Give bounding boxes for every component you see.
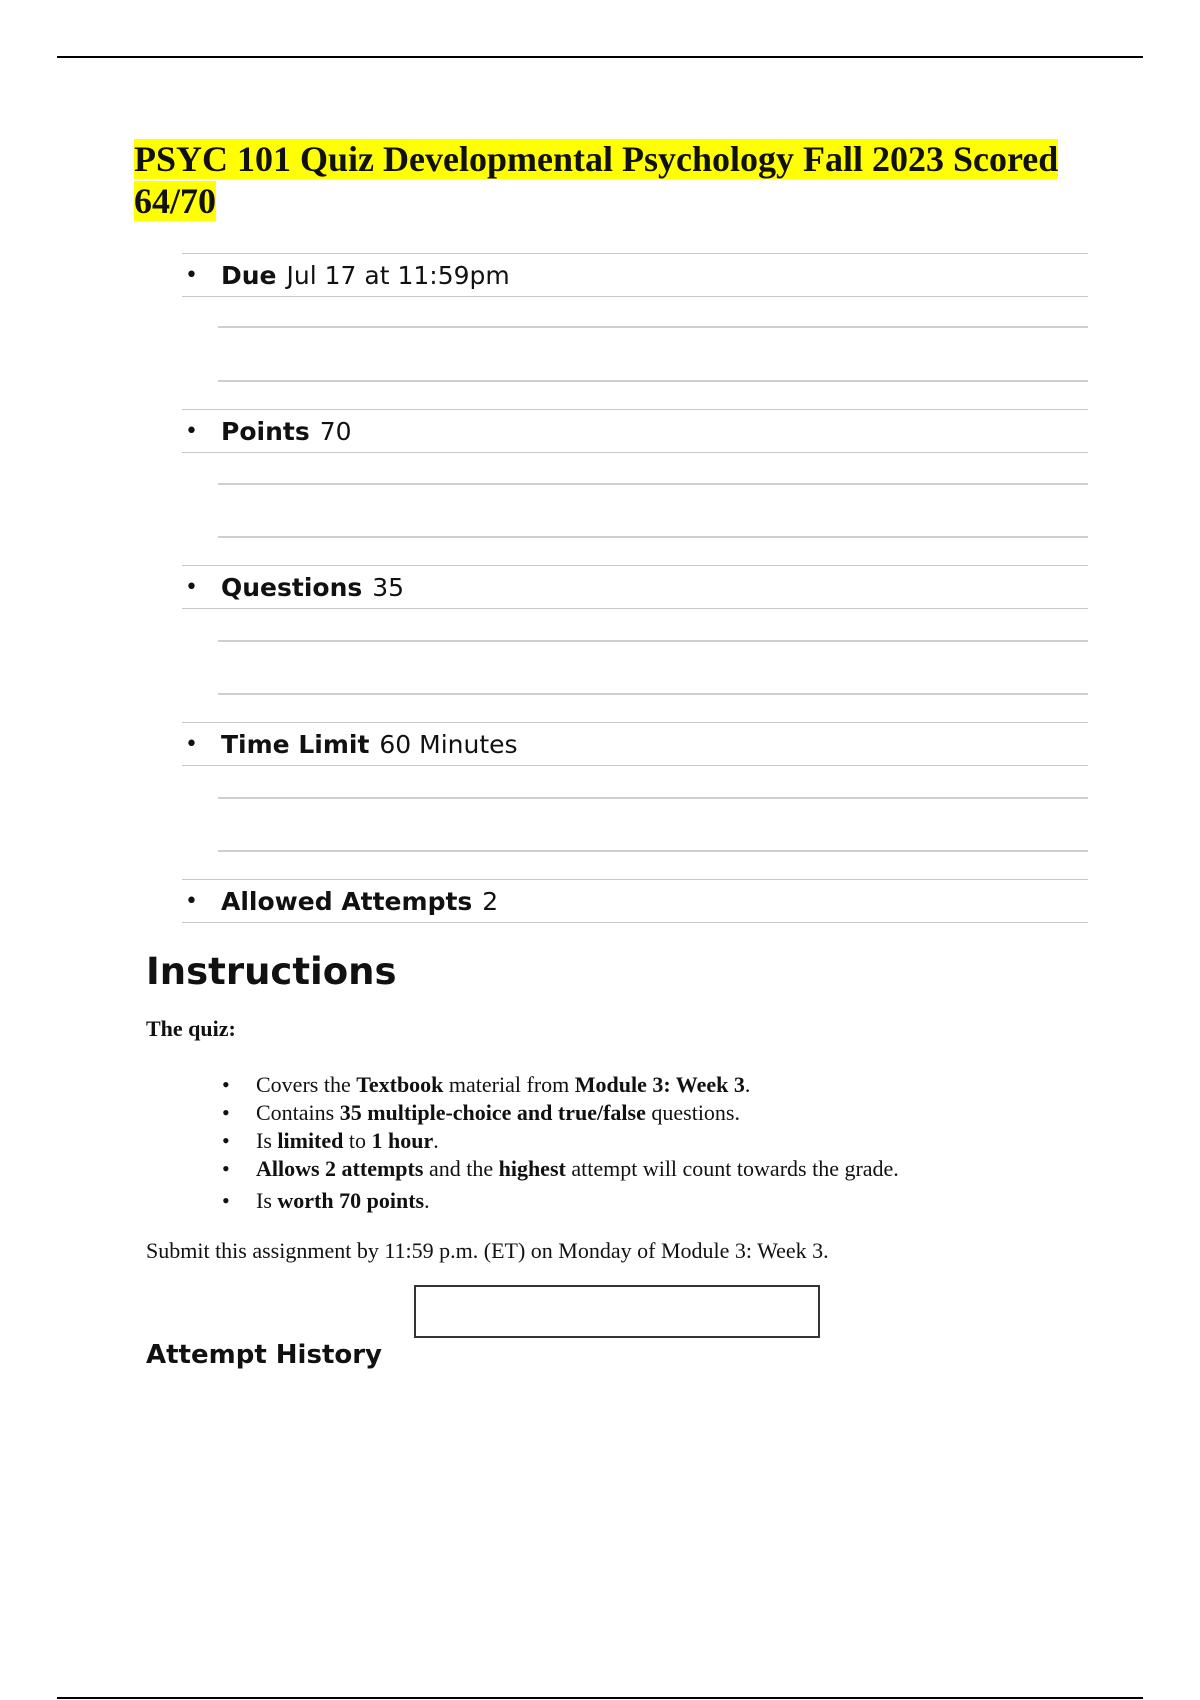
attempt-history-heading: Attempt History [146, 1340, 383, 1370]
detail-time-limit [182, 722, 1088, 766]
list-item: • Covers the Textbook material from Module 3: Week 3. [220, 1071, 899, 1099]
top-rule [57, 56, 1143, 58]
detail-label: Points [221, 416, 310, 446]
quiz-intro: The quiz: [146, 1016, 236, 1041]
list-item: • Is worth 70 points. [220, 1187, 899, 1215]
detail-label: Time Limit [221, 729, 370, 759]
detail-questions [182, 565, 1088, 609]
divider [218, 326, 1088, 328]
list-item: • Is limited to 1 hour. [220, 1127, 899, 1155]
detail-label: Questions [221, 572, 363, 602]
detail-label: Allowed Attempts [221, 886, 473, 916]
detail-allowed-attempts [182, 879, 1088, 923]
detail-points [182, 409, 1088, 453]
divider [218, 380, 1088, 382]
detail-value: 60 Minutes [379, 729, 518, 759]
bullet-icon: • [185, 574, 198, 600]
detail-value: Jul 17 at 11:59pm [286, 260, 510, 290]
bullet-icon: • [185, 418, 198, 444]
list-item: • Allows 2 attempts and the highest attempt will count towards the grade. [220, 1155, 899, 1183]
submit-note: Submit this assignment by 11:59 p.m. (ET) on Monday of Module 3: Week 3. [146, 1238, 829, 1263]
document-title: PSYC 101 Quiz Developmental Psychology Fall 2023 Scored 64/70 [134, 139, 1059, 221]
attempt-box [414, 1285, 820, 1338]
bullet-icon: • [185, 888, 198, 914]
detail-value: 35 [372, 572, 405, 602]
detail-due [182, 253, 1088, 297]
divider [218, 536, 1088, 538]
detail-label: Due [221, 260, 277, 290]
instructions-heading: Instructions [146, 950, 397, 993]
divider [218, 483, 1088, 485]
list-item: • Contains 35 multiple-choice and true/false questions. [220, 1099, 899, 1127]
divider [218, 797, 1088, 799]
divider [218, 640, 1088, 642]
bottom-rule [57, 1697, 1143, 1699]
detail-value: 2 [482, 886, 499, 916]
detail-value: 70 [319, 416, 352, 446]
instructions-list [220, 1071, 899, 1215]
bullet-icon: • [185, 731, 198, 757]
divider [218, 693, 1088, 695]
divider [218, 850, 1088, 852]
bullet-icon: • [185, 262, 198, 288]
